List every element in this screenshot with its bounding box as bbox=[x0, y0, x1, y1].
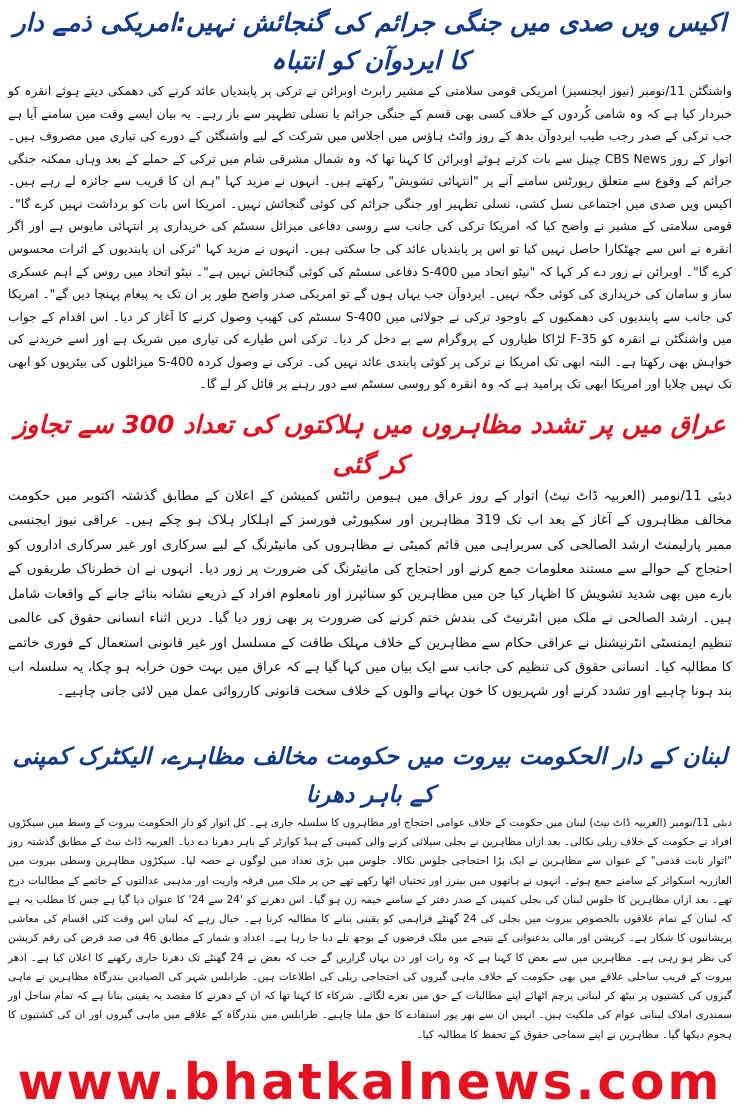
body-lebanon-protests: دبئی 11/نومبر (العربیہ ڈاٹ نیٹ) لبنان میں حکومت کے خلاف عوامی احتجاج اور مظاہروں کا سلسلہ جاری ہے۔ کل اتوار کو دار الحکومت بیروت کے وسط میں سیکڑوں افراد نے حکومت کے خلاف ریلی نکالی۔ بعد ازاں مظاہرین نے بجلی سپلائی کرنے والی کمپنی کے ہیڈ کوارٹر کے باہر دھرنا دے دیا۔ العربیہ ڈاٹ نیٹ کے مطابق گذشتہ روز "اتوار ثابت قدمی" کے عنوان سے مظاہرین نے ایک بڑا احتجاجی جلوس نکالا۔ جلوس میں بڑی تعداد میں لوگوں نے حصہ لیا۔ سیکڑوں مظاہرین وسطی بیروت میں العازریہ اسکوائر کے سامنے جمع ہوئے۔ انہوں نے ہاتھوں میں بینرز اور تختیاں اٹھا رکھے تھے جن پر ملک میں فرقہ واریت اور مذہبی عدالتوں کے خاتمے کے مطالبات درج تھے۔ بعد ازاں مظاہرین کا جلوس لبنان کی بجلی کمپنی کے صدر دفتر کے سامنے خیمہ زن ہو گیا۔ اس دھرنے کو '24 سے 24' کا عنوان دیا گیا ہے جس کا مطلب یہ ہے کہ لبنان کے تمام علاقوں بالخصوص بیروت میں بجلی کی 24 گھنٹے فراہمی کو یقینی بنانے کا مطالبہ کرنا ہے۔ خیال رہے کہ لبنان اس وقت کئی اقسام کی معاشی پریشانیوں کا شکار ہے۔ کرپشن اور مالی بدعنوانی کے نتیجے میں ملک قرضوں کے بوجھ تلے دبا جا رہا ہے۔ اعداد و شمار کے مطابق 46 فی صد قرض کی رقم کرپشن کی نظر ہو رہی ہے۔ مظاہرین میں سے بعض کا کہنا ہے کہ وہ رات اور دن یہاں گزاریں گے جب کہ بعض نے 24 گھنٹے تک دھرنا جاری رکھنے کا اعلان کیا ہے۔ ادھر بیروت کے قریب ساحلی علاقے میں بھی حکومت کے خلاف ماہی گیروں کی احتجاجی ریلی کی اطلاعات ہیں۔ طرابلس شہر کی الصیادین بندرگاہ مظاہرین نے ماہی گیروں کی کشتیوں پر بیٹھ کر لبنانی پرچم اٹھائے اپنے مطالبات کے حق میں نعرے لگائے۔ شرکاء کا کہنا تھا کہ ان کے دھرنے کا مقصد یہ یقینی بنانا ہے کہ تمام ساحل اور سمندری املاک لبنانی عوام کی ملکیت ہیں۔ انہیں ان سے بھر پور استفادے کا حق ملنا چاہیے۔ طرابلس میں بندرگاہ کے علاقے میں ماہی گیروں اور ان کی کشتیوں کا ہجوم دیکھا گیا۔ مظاہرین نے اپنے سماجی حقوق کے تحفظ کا مطالبہ کیا۔ bbox=[8, 817, 733, 1041]
article-lebanon-protests bbox=[8, 738, 732, 1045]
article-iraq-protests bbox=[8, 405, 732, 705]
headline-lebanon-protests: لبنان کے دار الحکومت بیروت میں حکومت مخالف مظاہرے، الیکٹرک کمپنی کے باہر دھرنا bbox=[12, 744, 728, 808]
headline-turkey-us: اکیس ویں صدی میں جنگی جرائم کی گنجائش نہیں:امریکی ذمے دار کا ایردوآن کو انتباہ bbox=[13, 8, 727, 75]
body-turkey-us: واشنگٹن 11/نومبر (نیوز ایجنسیز) امریکی قومی سلامتی کے مشیر رابرٹ اوبرائن نے ترکی پر پابندیاں عائد کرنے کی دھمکی دیتے ہوئے انقرہ کو خبردار کیا ہے کہ وہ شامی کُردوں کے خلاف کسی بھی قسم کے جنگی جرائم یا نسلی تطہیر سے باز رہے۔ یہ بیان ایسے وقت میں سامنے آیا ہے جب ترکی کے صدر رجب طیب ایردوآن بدھ کے روز وائٹ ہاؤس میں اجلاس میں شرکت کے لیے واشنگٹن کے دورے کی تیاری میں مصروف ہیں۔ اتوار کے روز CBS News چینل سے بات کرتے ہوئے اوبرائن کا کہنا تھا کہ وہ شمال مشرقی شام میں ترکی کے حملے کے بعد وہاں ممکنہ جنگی جرائم کے وقوع سے متعلق رپورٹس سامنے آنے پر "انتہائی تشویش" رکھتے ہیں۔ انہوں نے مزید کہا "ہم ان کا قریب سے جائزہ لے رہے ہیں۔ اکیس ویں صدی میں اجتماعی نسل کشی، نسلی تطہیر اور جنگی جرائم کی کوئی گنجائش نہیں۔ امریکا اس بات کو برداشت نہیں کرے گا"۔ قومی سلامتی کے مشیر نے واضح کیا کہ امریکا ترکی کی جانب سے روسی دفاعی میزائل سسٹم کی خریداری پر انتہائی مایوس ہے اور اگر انقرہ نے اس سے چھٹکارا حاصل نہیں کیا تو اس پر پابندیاں عائد کی جا سکتی ہیں۔ انہوں نے مزید کہا "ترکی ان پابندیوں کے اثرات محسوس کرے گا"۔ اوبرائن نے زور دے کر کہا کہ "نیٹو اتحاد میں S-400 دفاعی سسٹم کی کوئی گنجائش نہیں ہے"۔ نیٹو اتحاد میں روس کے اہم عسکری ساز و سامان کی خریداری کی کوئی جگہ نہیں۔ ایردوآن جب یہاں ہوں گے تو امریکی صدر واضح طور پر ان تک یہ پیغام پہنچا دیں گے"۔ امریکا کی جانب سے پابندیوں کی دھمکیوں کے باوجود ترکی نے جولائی میں S-400 سسٹم کی کھیپ وصول کرنے کا آغاز کر دیا۔ اس اقدام کے جواب میں واشنگٹن نے انقرہ کو F-35 لڑاکا طیاروں کے پروگرام سے بے دخل کر دیا۔ ترکی اس طیارے کی تیاری میں شریک ہے اور اسے خریدنے کی خواہش بھی رکھتا ہے۔ البتہ ابھی تک امریکا نے ترکی پر کوئی پابندی عائد نہیں کی۔ ترکی نے وصول کردہ S-400 میزائلوں کی بیٹریوں کو ابھی تک نہیں چلایا اور امریکا ابھی تک پرامید ہے کہ وہ انقرہ کو روسی سسٹم سے دور رہنے پر قائل کر لے گا۔ bbox=[8, 84, 733, 392]
website-footer: www.bhatkalnews.com bbox=[17, 1053, 723, 1111]
article-turkey-us bbox=[8, 4, 732, 396]
headline-iraq-protests: عراق میں پر تشدد مظاہروں میں ہلاکتوں کی تعداد 300 سے تجاوز کر گئی bbox=[14, 410, 726, 479]
body-iraq-protests: دبئی 11/نومبر (العربیہ ڈاٹ نیٹ) اتوار کے روز عراق میں ہیومن رائٹس کمیشن کے اعلان کے مطابق گذشتہ اکتوبر میں حکومت مخالف مظاہروں کے آغاز کے بعد اب تک 319 مظاہرین اور سکیورٹی فورسز کے اہلکار ہلاک ہو چکے ہیں۔ عراقی نیوز ایجنسی ممبر پارلیمنٹ ارشد الصالحی کی سربراہی میں قائم کمیٹی نے مظاہروں کی مانیٹرنگ کے لیے سرکاری اور غیر سرکاری اداروں کو احتجاج کے حوالے سے مستند معلومات جمع کرنے اور احتجاج کی مانیٹرنگ کی ضرورت پر زور دیا۔ انہوں نے ان خطرناک طریقوں کے بارے میں بھی شدید تشویش کا اظہار کیا جن میں مظاہرین کو سنائپرز اور نامعلوم افراد کے ذریعے نشانہ بنائے جانے کے واقعات شامل ہیں۔ ارشد الصالحی نے ملک میں انٹرنیٹ کی بندش ختم کرنے کی ضرورت پر بھی زور دیا گیا۔ دریں اثناء انسانی حقوق کی عالمی تنظیم ایمنسٹی انٹرنیشنل نے عراقی حکام سے مظاہرین کے خلاف مہلک طاقت کے مسلسل اور غیر قانونی استعمال کے فوری خاتمے کا مطالبہ کیا۔ انسانی حقوق کی تنظیم کی جانب سے ایک بیان میں کہا گیا ہے کہ عراق میں بہت خون خرابہ ہو چکا، یہ سلسلہ اب بند ہونا چاہیے اور تشدد کرنے اور شہریوں کا خون بہانے والوں کے خلاف سخت قانونی کارروائی عمل میں لائی جانی چاہیے۔ bbox=[8, 489, 732, 700]
